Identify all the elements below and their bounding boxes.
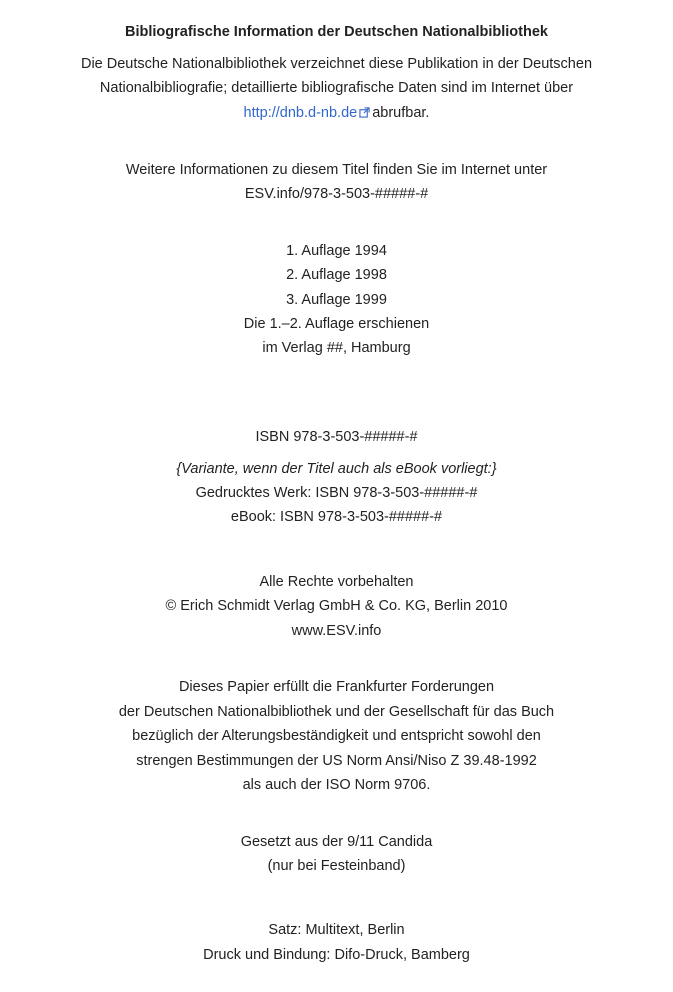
edition-note-2: im Verlag ##, Hamburg	[262, 340, 411, 356]
production-line-1: Satz: Multitext, Berlin	[268, 922, 405, 938]
dnb-heading: Bibliografische Information der Deutschen Nationalbibliothek	[125, 24, 548, 40]
isbn-variant-note: {Variante, wenn der Titel auch als eBook vorliegt:}	[176, 461, 497, 477]
further-info-line-1: Weitere Informationen zu diesem Titel finden Sie im Internet unter	[125, 162, 548, 178]
rights-website: www.ESV.info	[291, 623, 382, 639]
rights-line-1: Alle Rechte vorbehalten	[259, 574, 414, 590]
isbn-ebook: eBook: ISBN 978-3-503-#####-#	[230, 509, 443, 525]
paper-line-5: als auch der ISO Norm 9706.	[242, 777, 431, 793]
dnb-text-line-2: Nationalbibliografie; detaillierte bibliografische Daten sind im Internet über	[99, 80, 574, 96]
isbn-main: ISBN 978-3-503-#####-#	[255, 429, 418, 445]
edition-2: 2. Auflage 1998	[286, 267, 387, 283]
paper-line-3: bezüglich der Alterungsbeständigkeit und entspricht sowohl den	[132, 728, 541, 744]
typeset-line-1: Gesetzt aus der 9/11 Candida	[240, 834, 433, 850]
edition-1: 1. Auflage 1994	[286, 243, 387, 259]
dnb-link-line	[0, 103, 673, 123]
isbn-print: Gedrucktes Werk: ISBN 978-3-503-#####-#	[195, 485, 478, 501]
edition-note-1: Die 1.–2. Auflage erschienen	[243, 316, 430, 332]
further-info-url: ESV.info/978-3-503-#####-#	[244, 186, 429, 202]
edition-3: 3. Auflage 1999	[286, 292, 387, 308]
dnb-after-link: abrufbar.	[372, 105, 430, 121]
production-line-2: Druck und Bindung: Difo-Druck, Bamberg	[203, 947, 470, 963]
rights-copyright: © Erich Schmidt Verlag GmbH & Co. KG, Berlin 2010	[165, 598, 508, 614]
paper-line-4: strengen Bestimmungen der US Norm Ansi/Niso Z 39.48-1992	[136, 753, 537, 769]
paper-line-2: der Deutschen Nationalbibliothek und der Gesellschaft für das Buch	[118, 704, 555, 720]
dnb-link[interactable]: http://dnb.d-nb.de	[243, 105, 358, 121]
dnb-text-line-1: Die Deutsche Nationalbibliothek verzeichnet diese Publikation in der Deutschen	[80, 56, 593, 72]
external-link-icon[interactable]	[359, 107, 370, 118]
paper-line-1: Dieses Papier erfüllt die Frankfurter Forderungen	[178, 679, 495, 695]
typeset-line-2: (nur bei Festeinband)	[267, 858, 406, 874]
